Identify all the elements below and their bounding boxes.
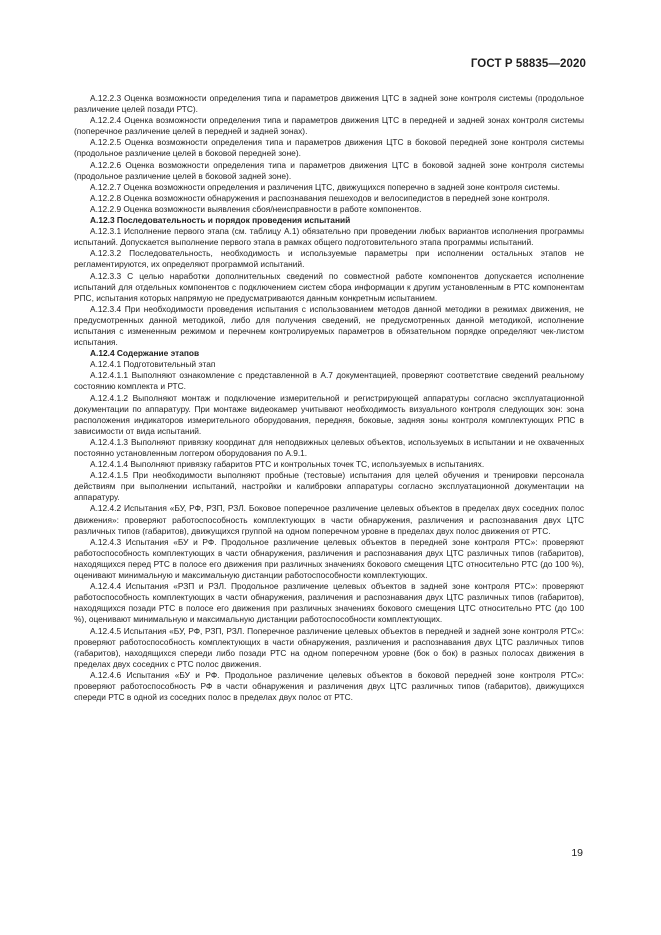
paragraph: А.12.2.9 Оценка возможности выявления сбоя/неисправности в работе компонентов.: [90, 203, 422, 214]
document-body: [74, 93, 584, 703]
paragraph: А.12.2.5 Оценка возможности определения типа и параметров движения ЦТС в боковой передней зоне контроля системы (продольное различение целей в боковой передней зоне).: [74, 137, 584, 159]
page-number: 19: [571, 847, 583, 859]
section-heading: А.12.4 Содержание этапов: [90, 348, 200, 359]
standard-header: ГОСТ Р 58835—2020: [470, 58, 586, 70]
paragraph: А.12.3.1 Исполнение первого этапа (см. таблицу А.1) обязательно при проведении любых вариантов исполнения программы испытаний. Допускается выполнение первого этапа в рамках общего подготовительного этапа программы испытаний.: [74, 226, 584, 248]
paragraph: А.12.2.4 Оценка возможности определения типа и параметров движения ЦТС в передней и задней зонах контроля системы (поперечное различение целей в передней и задней зонах).: [74, 115, 584, 137]
paragraph: А.12.2.8 Оценка возможности обнаружения и распознавания пешеходов и велосипедистов в передней зоне контроля.: [90, 192, 550, 203]
paragraph: А.12.4.6 Испытания «БУ и РФ. Продольное различение целевых объектов в боковой передней зоне контроля РТС»: проверяют работоспособность РФ в части обнаружения и различения двух ЦТС различных типов (габаритов), движущихся спереди РТС в одной из соседних полос в пределах двух полос от РТС.: [74, 669, 584, 703]
paragraph: А.12.4.1.5 При необходимости выполняют пробные (тестовые) испытания для целей обучения и тренировки персонала действиям при выполнении испытаний, настройки и калибровки аппаратуры согласно эксплуатационной документации на аппаратуру.: [74, 470, 584, 503]
paragraph: А.12.2.7 Оценка возможности определения и различения ЦТС, движущихся поперечно в задней зоне контроля системы.: [90, 181, 560, 192]
paragraph: А.12.2.3 Оценка возможности определения типа и параметров движения ЦТС в задней зоне контроля системы (продольное различение целей позади РТС).: [74, 93, 584, 115]
paragraph: А.12.4.1.3 Выполняют привязку координат для неподвижных целевых объектов, используемых в испытании и не охваченных постоянно установленным логгером оборудования по А.9.1.: [74, 436, 584, 458]
paragraph: А.12.4.4 Испытания «РЗП и РЗЛ. Продольное различение целевых объектов в задней зоне контроля РТС»: проверяют работоспособность комплектующих в части обнаружения, различения и распознавания двух ЦТС различных типов (габаритов), находящихся позади РТС в полосе его движения при различных значениях бокового смещения ЦТС относительно РТС (до 100 %), оценивают минимальную и максимальную дистанции работоспособности комплектующих.: [74, 581, 584, 625]
paragraph: А.12.4.1.2 Выполняют монтаж и подключение измерительной и регистрирующей аппаратуры согласно эксплуатационной документации по аппаратуру. При монтаже видеокамер учитывают необходимость визуального контроля следующих зон: зона расположения индикаторов измерительного оборудования, передняя, боковые, задняя зоны контроля комплектующих РПС в зависимости от вида испытаний.: [74, 392, 584, 436]
paragraph: А.12.3.3 С целью наработки дополнительных сведений по совместной работе компонентов допускается исполнение испытаний для отдельных компонентов с подключением систем сбора информации к другим установленным в РТС компонентам РПС, испытания которых напрямую не предусматриваются данным конкретным испытанием.: [74, 270, 584, 303]
paragraph: А.12.4.2 Испытания «БУ, РФ, РЗП, РЗЛ. Боковое поперечное различение целевых объектов в пределах двух соседних полос движения»: проверяют работоспособность комплектующих в части обнаружения, различения и распознавания двух ЦТС различных типов (габаритов), движущихся группой на одном поперечном уровне в пределах двух полос движения от РТС.: [74, 503, 584, 536]
paragraph: А.12.4.3 Испытания «БУ и РФ. Продольное различение целевых объектов в передней зоне контроля РТС»: проверяют работоспособность комплектующих в части обнаружения, различения и распознавания двух ЦТС различных типов (габаритов), находящихся перед РТС в полосе его движения при различных значениях бокового смещения ЦТС относительно РТС (до 100 %), оценивают минимальную и максимальную дистанции работоспособности комплектующих.: [74, 536, 584, 581]
paragraph: А.12.3.4 При необходимости проведения испытания с использованием методов данной методики в режимах движения, не предусмотренных данной методикой, либо для получения сведений, не предусмотренных данной методикой, исполнение испытания с измененным режимом и перечнем контролируемых параметров в обязательном порядке определяют чек-листом испытания.: [74, 303, 584, 348]
section-heading: А.12.3 Последовательность и порядок проведения испытаний: [90, 215, 351, 226]
paragraph: А.12.4.1 Подготовительный этап: [90, 359, 216, 370]
paragraph: А.12.4.1.1 Выполняют ознакомление с представленной в А.7 документацией, проверяют соответствие сведений реальному состоянию комплекта и РТС.: [74, 370, 584, 392]
paragraph: А.12.2.6 Оценка возможности определения типа и параметров движения ЦТС в боковой задней зоне контроля системы (продольное различение целей в боковой задней зоне).: [74, 159, 584, 181]
paragraph: А.12.4.5 Испытания «БУ, РФ, РЗП, РЗЛ. Поперечное различение целевых объектов в передней и задней зоне контроля РТС»: проверяют работоспособность комплектующих в части обнаружения, различения и распознавания двух ЦТС различных типов (габаритов), находящихся спереди либо позади РТС на одном поперечном уровне (бок о бок) в разных полосах движения в пределах двух соседних с РТС полос движения.: [74, 625, 584, 669]
paragraph: А.12.3.2 Последовательность, необходимость и используемые параметры при исполнении остальных этапов не регламентируются, их определяют программой испытаний.: [74, 248, 584, 270]
paragraph: А.12.4.1.4 Выполняют привязку габаритов РТС и контрольных точек ТС, используемых в испытаниях.: [90, 459, 485, 470]
